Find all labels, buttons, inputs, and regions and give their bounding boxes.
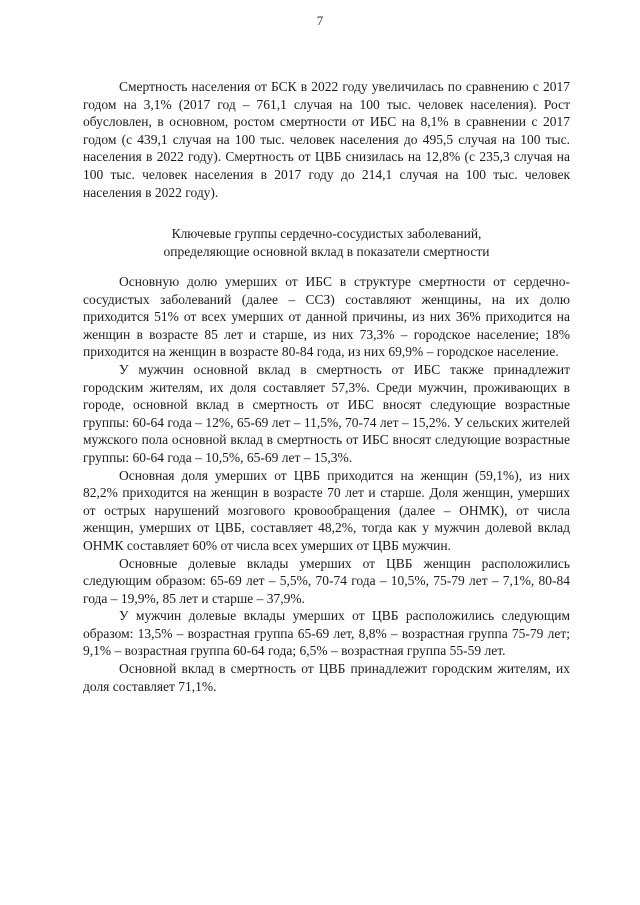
intro-paragraph: Смертность населения от БСК в 2022 году увеличилась по сравнению с 2017 годом на 3,1% (2017 год – 761,1 случая на 100 тыс. человек населения). Рост обусловлен, в основном, ростом смертности от ИБС на 8,1% в сравнении с 2017 годом (с 439,1 случая на 100 тыс. человек населения до 495,5 случая на 100 тыс. населения в 2022 году). Смертность от ЦВБ снизилась на 12,8% (с 235,3 случая на 100 тыс. человек населения в 2017 году до 214,1 случая на 100 тыс. человек населения в 2022 году). (83, 79, 570, 200)
body-paragraph-cvd-women: Основная доля умерших от ЦВБ приходится на женщин (59,1%), из них 82,2% приходится на женщин в возрасте 70 лет и старше. Доля женщин, умерших от острых нарушений мозгового кровообращения (далее – ОНМК), от числа женщин, умерших от ЦВБ, составляет 48,2%, тогда как у мужчин долевой вклад ОНМК составляет 60% от числа всех умерших от ЦВБ мужчин. (83, 467, 570, 553)
section-body (83, 273, 570, 695)
body-paragraph-ibs-men: У мужчин основной вклад в смертность от ИБС также принадлежит городским жителям, их доля составляет 57,3%. Среди мужчин, проживающих в городе, основной вклад в смертность от ИБС вносят следующие возрастные группы: 60-64 года – 12%, 65-69 лет – 11,5%, 70-74 лет – 15,2%. У сельских жителей мужского пола основной вклад в смертность от ИБС вносят следующие возрастные группы: 60-64 года – 10,5%, 65-69 лет – 15,3%. (83, 361, 570, 465)
body-paragraph-cvd-men-age: У мужчин долевые вклады умерших от ЦВБ расположились следующим образом: 13,5% – возрастная группа 65-69 лет, 8,8% – возрастная группа 75-79 лет; 9,1% – возрастная группа 60-64 года; 6,5% – возрастная группа 55-59 лет. (83, 608, 570, 659)
section-heading-line-2: определяющие основной вклад в показатели смертности (163, 243, 490, 259)
page-number: 7 (316, 13, 324, 28)
body-paragraph-cvd-women-age: Основные долевые вклады умерших от ЦВБ женщин расположились следующим образом: 65-69 лет – 5,5%, 70-74 года – 10,5%, 75-79 лет – 7,1%, 80-84 года – 19,9%, 85 лет и старше – 37,9%. (83, 555, 570, 606)
body-paragraph-ibs-women: Основную долю умерших от ИБС в структуре смертности от сердечно-сосудистых заболеваний (далее – ССЗ) составляют женщины, на их долю приходится 51% от всех умерших от данной причины, из них 36% приходится на женщин в возрасте 85 лет и старше, из них 73,3% – городское население; 18% приходится на женщин в возрасте 80-84 года, из них 69,9% – городское население. (83, 274, 570, 360)
body-paragraph-cvd-urban: Основной вклад в смертность от ЦВБ принадлежит городским жителям, их доля составляет 71,1%. (83, 661, 570, 694)
section-heading (83, 225, 570, 260)
intro-text (83, 78, 570, 201)
section-heading-line-1: Ключевые группы сердечно-сосудистых заболеваний, (171, 226, 482, 241)
